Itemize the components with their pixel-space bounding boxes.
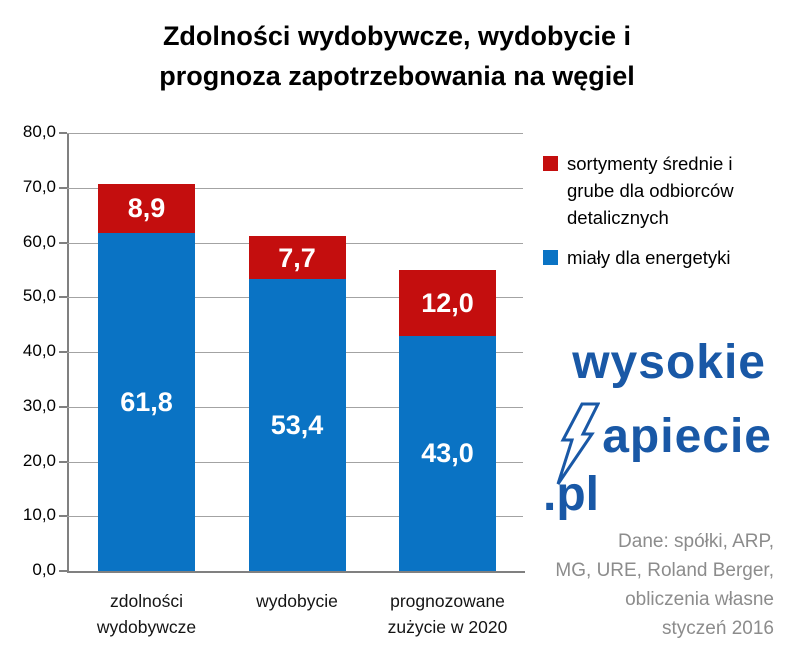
legend-item — [543, 244, 775, 271]
y-axis-tick-label: 70,0 — [22, 176, 56, 196]
chart-title — [0, 16, 794, 96]
y-axis-tick — [59, 570, 67, 572]
bar-value-label: 43,0 — [421, 438, 474, 469]
bar-value-label: 61,8 — [120, 386, 173, 417]
bar-value-label: 12,0 — [421, 287, 474, 318]
y-axis-tick — [59, 515, 67, 517]
bar-value-label: 53,4 — [270, 409, 324, 440]
y-axis-tick-label: 60,0 — [22, 231, 56, 251]
legend-swatch-icon — [543, 156, 558, 171]
y-axis-tick — [59, 242, 67, 244]
logo-word-pl: .pl — [543, 468, 599, 521]
chart-title-line-2: prognoza zapotrzebowania na węgiel — [159, 61, 635, 91]
legend-item — [543, 150, 775, 231]
gridline — [67, 133, 523, 134]
y-axis-tick-label: 10,0 — [22, 505, 56, 525]
chart-title-line-1: Zdolności wydobywcze, wydobycie i — [162, 21, 632, 51]
source-note — [555, 527, 774, 643]
x-axis-category-label: zdolności wydobywcze — [96, 591, 197, 637]
legend-label: sortymenty średnie i grube dla odbiorców detalicznych — [567, 153, 734, 228]
y-axis-tick — [59, 406, 67, 408]
y-axis-tick-label: 50,0 — [22, 286, 56, 306]
source-line: Dane: spółki, ARP, — [618, 531, 774, 552]
bar-value-label: 8,9 — [127, 193, 166, 224]
source-line: styczeń 2016 — [662, 618, 774, 639]
x-axis-category-label: wydobycie — [256, 591, 338, 611]
source-line: MG, URE, Roland Berger, — [555, 560, 774, 581]
legend-label: miały dla energetyki — [567, 247, 731, 268]
y-axis-tick-label: 20,0 — [22, 450, 56, 470]
legend-swatch-icon — [543, 250, 558, 265]
logo-word-apiecie: apiecie — [602, 410, 772, 463]
x-axis-category-label: prognozowane zużycie w 2020 — [387, 591, 508, 637]
y-axis-tick — [59, 132, 67, 134]
y-axis-tick-label: 30,0 — [22, 395, 56, 415]
y-axis-tick — [59, 187, 67, 189]
y-axis-tick — [59, 461, 67, 463]
brand-logo — [527, 336, 772, 522]
y-axis-tick — [59, 296, 67, 298]
y-axis-tick-label: 40,0 — [22, 341, 56, 360]
y-axis-tick-label: 0,0 — [32, 560, 56, 579]
y-axis-tick-label: 80,0 — [22, 122, 56, 141]
logo-word-wysokie: wysokie — [572, 336, 766, 389]
source-line: obliczenia własne — [625, 589, 774, 610]
y-axis-tick — [59, 351, 67, 353]
legend — [543, 150, 775, 284]
bar-value-label: 7,7 — [278, 242, 316, 273]
logo-word-napiecie — [527, 402, 772, 463]
